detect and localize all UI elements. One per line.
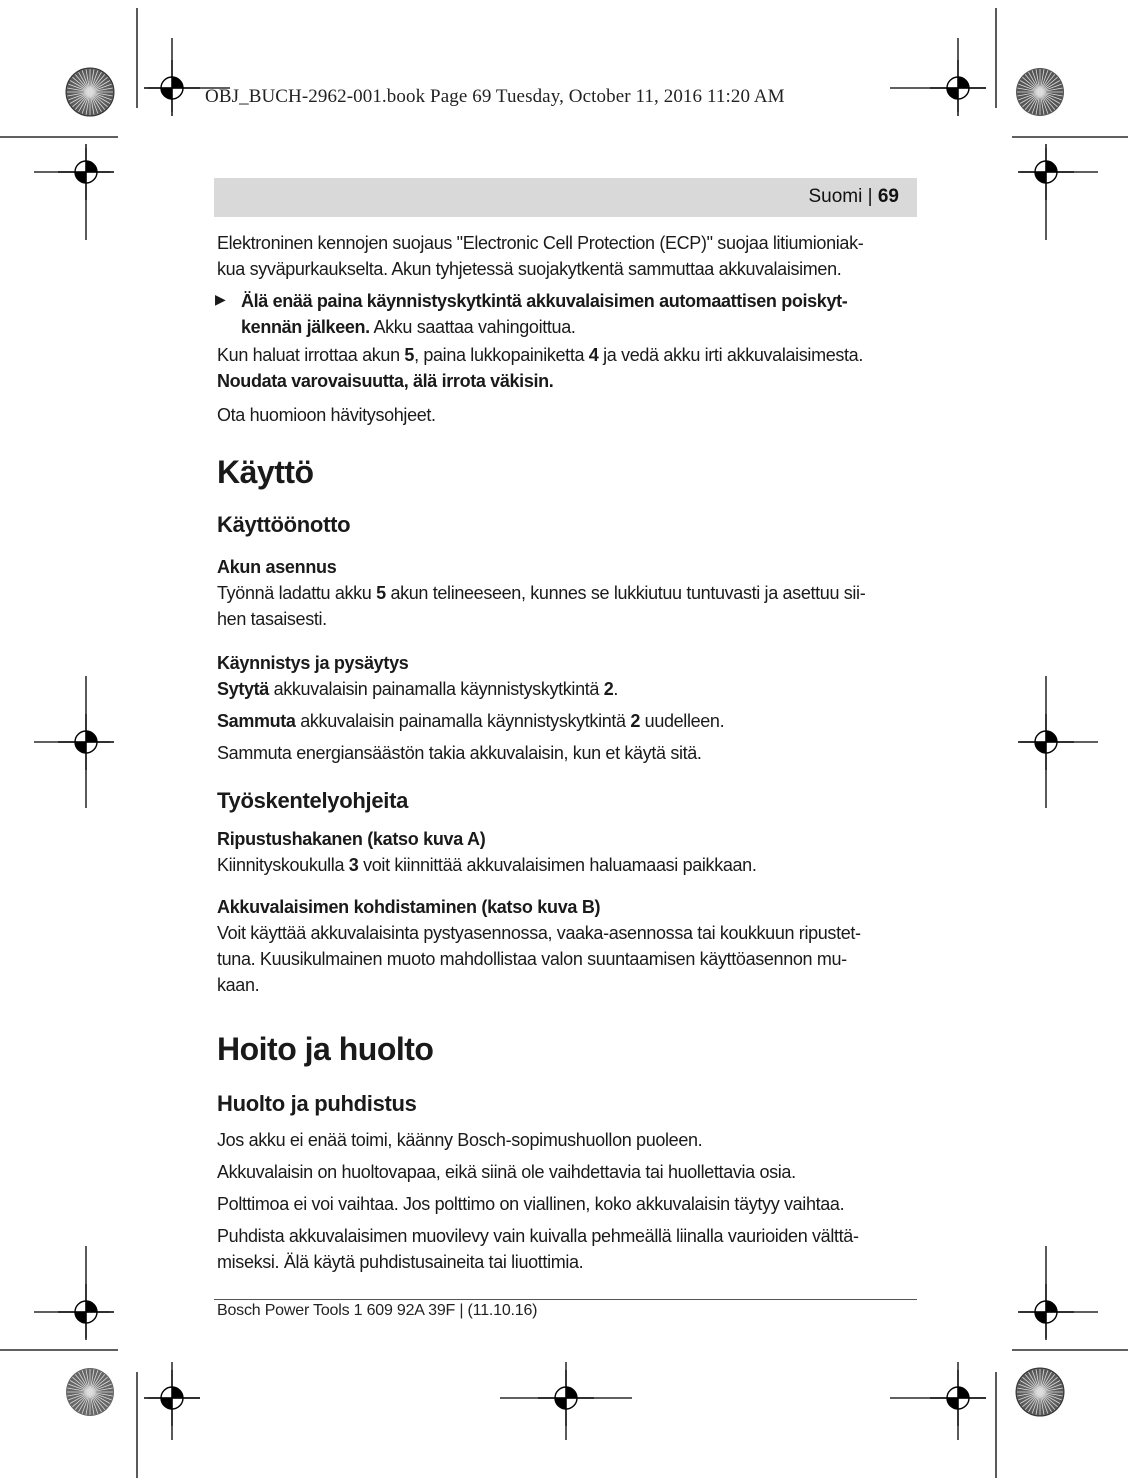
- service-p4-line-1: Puhdista akkuvalaisimen muovilevy vain kuivalla pehmeällä liinalla vaurioiden välttä-: [217, 1226, 859, 1246]
- ecp-paragraph: [217, 230, 917, 282]
- tips-title: Työskentelyohjeita: [217, 788, 409, 813]
- startup-heading: [217, 512, 917, 538]
- registration-mark: [930, 1370, 986, 1426]
- service-heading: [217, 1091, 917, 1117]
- registration-mark: [58, 714, 114, 770]
- registration-mark: [144, 1370, 200, 1426]
- section-name: Suomi: [808, 186, 863, 207]
- warning-line-1: Älä enää paina käynnistyskytkintä akkuvalaisimen automaattisen poiskyt-: [241, 291, 848, 311]
- aim-block: [217, 897, 917, 998]
- disposal-line: Ota huomioon hävitysohjeet.: [217, 405, 436, 425]
- startup-title: Käyttöönotto: [217, 512, 351, 537]
- aim-title: Akkuvalaisimen kohdistaminen (katso kuva B): [217, 897, 601, 917]
- running-header-bar: [214, 178, 917, 217]
- aim-line-3: kaan.: [217, 975, 260, 995]
- ecp-line-1: Elektroninen kennojen suojaus "Electronic Cell Protection (ECP)" suojaa litiumioniak-: [217, 233, 864, 253]
- page-number: 69: [877, 186, 899, 207]
- aim-line-2: tuna. Kuusikulmainen muoto mahdollistaa valon suuntaamisen käyttöasennon mu-: [217, 949, 847, 969]
- warning-bullet: [217, 288, 917, 340]
- registration-mark: [1018, 144, 1074, 200]
- running-header: [809, 186, 900, 208]
- hook-line: Kiinnityskoukulla 3 voit kiinnittää akkuvalaisimen haluamaasi paikkaan.: [217, 855, 757, 875]
- warning-rest: Akku saattaa vahingoittua.: [369, 317, 576, 337]
- hook-block: [217, 829, 917, 878]
- page-footer: Bosch Power Tools 1 609 92A 39F | (11.10.16): [217, 1302, 538, 1319]
- tips-heading: [217, 788, 917, 814]
- service-p4-line-2: miseksi. Älä käytä puhdistusaineita tai liuottimia.: [217, 1252, 584, 1272]
- service-block: [217, 1127, 917, 1275]
- book-print-header: OBJ_BUCH-2962-001.book Page 69 Tuesday, October 11, 2016 11:20 AM: [205, 86, 785, 107]
- usage-section-heading: [217, 454, 917, 491]
- footer-rule: [214, 1299, 917, 1300]
- registration-mark: [1018, 1284, 1074, 1340]
- ecp-line-2: kua syväpurkaukselta. Akun tyhjetessä suojakytkentä sammuttaa akkuvalaisimen.: [217, 259, 842, 279]
- header-separator: |: [867, 186, 873, 207]
- disposal-paragraph: [217, 402, 917, 428]
- maintenance-section-heading: [217, 1031, 917, 1068]
- warning-line-2: [217, 314, 917, 340]
- battery-install-line-2: hen tasaisesti.: [217, 609, 327, 629]
- onoff-title: Käynnistys ja pysäytys: [217, 653, 409, 673]
- service-title: Huolto ja puhdistus: [217, 1091, 417, 1116]
- aim-line-1: Voit käyttää akkuvalaisinta pystyasennossa, vaaka-asennossa tai koukkuun ripustet-: [217, 923, 861, 943]
- registration-mark: [144, 60, 200, 116]
- battery-install-block: [217, 557, 917, 632]
- onoff-block: [217, 653, 917, 766]
- registration-mark: [58, 1284, 114, 1340]
- remove-line: Kun haluat irrottaa akun 5, paina lukkopainiketta 4 ja vedä akku irti akkuvalaisimesta.: [217, 345, 863, 365]
- maintenance-title: Hoito ja huolto: [217, 1031, 434, 1067]
- remove-battery-paragraph: [217, 342, 917, 394]
- registration-mark: [930, 60, 986, 116]
- warning-bold-end: kennän jälkeen.: [241, 317, 370, 337]
- bullet-arrow-icon: ▶: [215, 291, 226, 307]
- caution-line: Noudata varovaisuutta, älä irrota väkisin.: [217, 371, 554, 391]
- service-p1: Jos akku ei enää toimi, käänny Bosch-sopimushuollon puoleen.: [217, 1130, 703, 1150]
- battery-install-line-1: Työnnä ladattu akku 5 akun telineeseen, kunnes se lukkiutuu tuntuvasti ja asettuu sii-: [217, 583, 866, 603]
- registration-mark: [1018, 714, 1074, 770]
- battery-install-title: Akun asennus: [217, 557, 337, 577]
- service-p2: Akkuvalaisin on huoltovapaa, eikä siinä ole vaihdettavia tai huollettavia osia.: [217, 1162, 796, 1182]
- service-p3: Polttimoa ei voi vaihtaa. Jos polttimo on viallinen, koko akkuvalaisin täytyy vaihtaa.: [217, 1194, 845, 1214]
- switch-on-line: Sytytä akkuvalaisin painamalla käynnistyskytkintä 2.: [217, 679, 619, 699]
- hook-title: Ripustushakanen (katso kuva A): [217, 829, 486, 849]
- energy-saving-line: Sammuta energiansäästön takia akkuvalaisin, kun et käytä sitä.: [217, 743, 702, 763]
- switch-off-line: Sammuta akkuvalaisin painamalla käynnistyskytkintä 2 uudelleen.: [217, 711, 725, 731]
- registration-mark: [58, 144, 114, 200]
- usage-title: Käyttö: [217, 454, 314, 490]
- registration-mark: [538, 1370, 594, 1426]
